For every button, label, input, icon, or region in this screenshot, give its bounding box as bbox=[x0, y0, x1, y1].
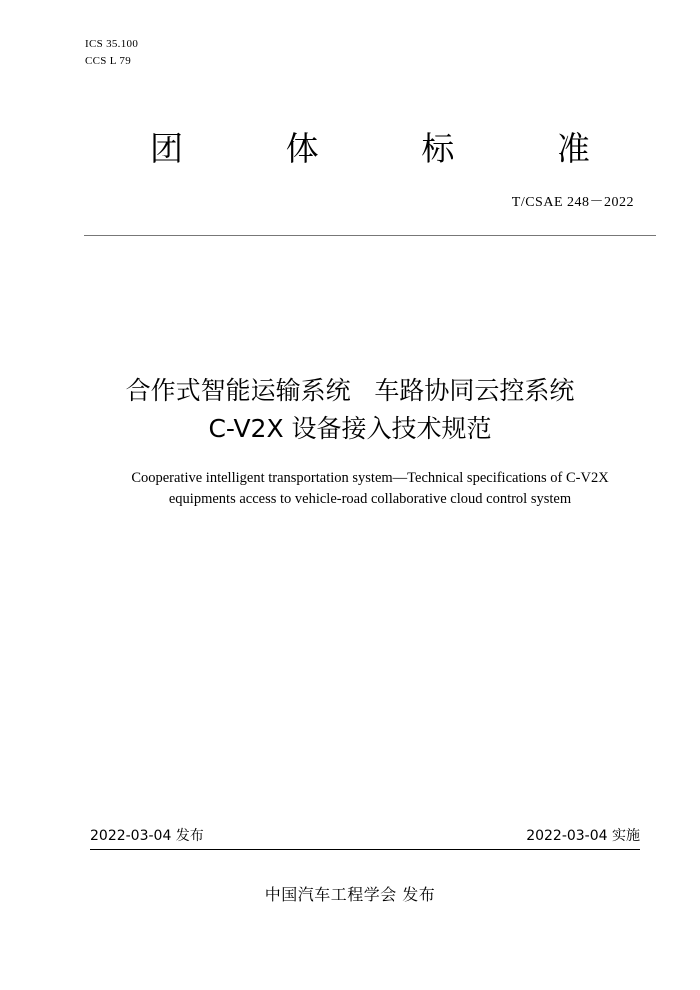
chinese-title-line-2: C-V2X 设备接入技术规范 bbox=[208, 414, 492, 443]
ics-code: ICS 35.100 bbox=[85, 38, 139, 50]
publisher: 中国汽车工程学会 发布 bbox=[264, 885, 436, 904]
english-title-line-2: equipments access to vehicle-road collaborative cloud control system bbox=[168, 491, 572, 507]
release-date: 2022-03-04 发布 bbox=[90, 828, 204, 844]
implementation-date: 2022-03-04 实施 bbox=[526, 828, 640, 844]
classification-codes bbox=[85, 36, 138, 70]
standard-type-char-2: 体 bbox=[285, 129, 319, 168]
standard-type-char-1: 团 bbox=[150, 129, 183, 168]
standard-number: T/CSAE 248－2022 bbox=[511, 195, 634, 210]
header-divider bbox=[84, 235, 656, 236]
standard-type-heading bbox=[150, 126, 590, 172]
ccs-code: CCS L 79 bbox=[85, 55, 132, 67]
english-title bbox=[80, 468, 660, 510]
standard-type-char-4: 准 bbox=[556, 129, 590, 168]
footer-divider bbox=[90, 849, 640, 850]
english-title-line-1: Cooperative intelligent transportation system—Technical specifications of C-V2X bbox=[131, 470, 609, 486]
standard-type-char-3: 标 bbox=[421, 129, 455, 168]
chinese-title-line-1: 合作式智能运输系统 车路协同云控系统 bbox=[125, 376, 575, 405]
chinese-title bbox=[0, 372, 700, 448]
